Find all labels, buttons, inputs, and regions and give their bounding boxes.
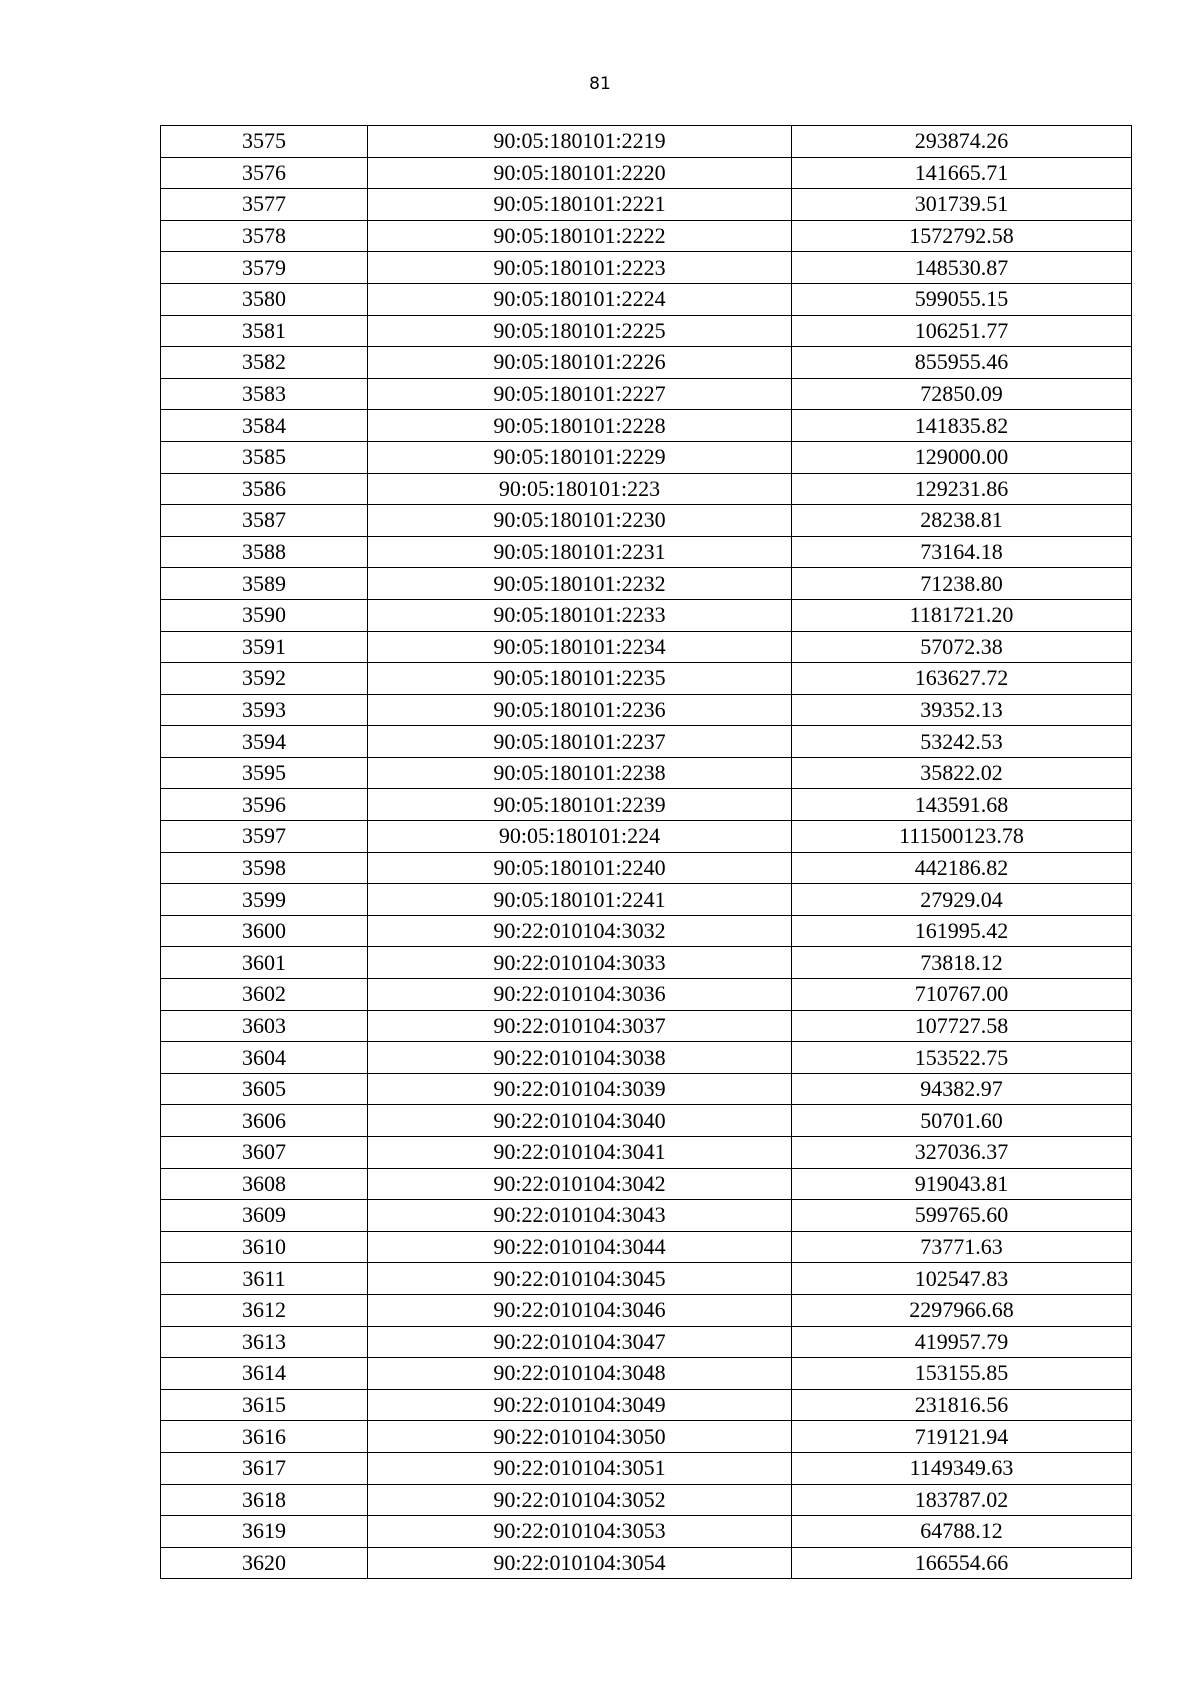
cadastral-number-cell: 90:22:010104:3044 bbox=[368, 1231, 792, 1263]
cadastral-value-cell: 73164.18 bbox=[792, 536, 1132, 568]
cadastral-value-cell: 27929.04 bbox=[792, 884, 1132, 916]
cadastral-number-cell: 90:05:180101:2233 bbox=[368, 599, 792, 631]
cadastral-value-cell: 293874.26 bbox=[792, 126, 1132, 158]
table-row bbox=[161, 1137, 1132, 1169]
cadastral-number-cell: 90:05:180101:2237 bbox=[368, 726, 792, 758]
table-row bbox=[161, 1389, 1132, 1421]
cadastral-number-cell: 90:22:010104:3032 bbox=[368, 915, 792, 947]
table-row bbox=[161, 599, 1132, 631]
row-number-cell: 3616 bbox=[161, 1421, 368, 1453]
cadastral-number-cell: 90:05:180101:2236 bbox=[368, 694, 792, 726]
cadastral-value-cell: 1181721.20 bbox=[792, 599, 1132, 631]
cadastral-value-cell: 143591.68 bbox=[792, 789, 1132, 821]
cadastral-value-cell: 301739.51 bbox=[792, 189, 1132, 221]
row-number-cell: 3596 bbox=[161, 789, 368, 821]
row-number-cell: 3613 bbox=[161, 1326, 368, 1358]
cadastral-number-cell: 90:05:180101:2227 bbox=[368, 378, 792, 410]
table-row bbox=[161, 157, 1132, 189]
row-number-cell: 3592 bbox=[161, 663, 368, 695]
table-row bbox=[161, 1231, 1132, 1263]
cadastral-number-cell: 90:22:010104:3041 bbox=[368, 1137, 792, 1169]
cadastral-number-cell: 90:05:180101:2230 bbox=[368, 505, 792, 537]
cadastral-number-cell: 90:22:010104:3053 bbox=[368, 1516, 792, 1548]
row-number-cell: 3599 bbox=[161, 884, 368, 916]
cadastral-value-cell: 72850.09 bbox=[792, 378, 1132, 410]
table-row bbox=[161, 1042, 1132, 1074]
cadastral-number-cell: 90:22:010104:3054 bbox=[368, 1547, 792, 1579]
table-row bbox=[161, 789, 1132, 821]
cadastral-value-cell: 153155.85 bbox=[792, 1358, 1132, 1390]
table-row bbox=[161, 315, 1132, 347]
cadastral-number-cell: 90:05:180101:2224 bbox=[368, 283, 792, 315]
cadastral-number-cell: 90:22:010104:3039 bbox=[368, 1073, 792, 1105]
cadastral-value-cell: 327036.37 bbox=[792, 1137, 1132, 1169]
row-number-cell: 3608 bbox=[161, 1168, 368, 1200]
row-number-cell: 3582 bbox=[161, 347, 368, 379]
table-row bbox=[161, 726, 1132, 758]
cadastral-value-cell: 106251.77 bbox=[792, 315, 1132, 347]
table-row bbox=[161, 947, 1132, 979]
row-number-cell: 3580 bbox=[161, 283, 368, 315]
cadastral-number-cell: 90:05:180101:2220 bbox=[368, 157, 792, 189]
cadastral-value-cell: 39352.13 bbox=[792, 694, 1132, 726]
cadastral-value-cell: 35822.02 bbox=[792, 757, 1132, 789]
cadastral-number-cell: 90:22:010104:3042 bbox=[368, 1168, 792, 1200]
table-row bbox=[161, 1294, 1132, 1326]
cadastral-value-cell: 28238.81 bbox=[792, 505, 1132, 537]
cadastral-value-cell: 442186.82 bbox=[792, 852, 1132, 884]
cadastral-value-cell: 94382.97 bbox=[792, 1073, 1132, 1105]
table-row bbox=[161, 1516, 1132, 1548]
table-row bbox=[161, 473, 1132, 505]
row-number-cell: 3588 bbox=[161, 536, 368, 568]
row-number-cell: 3612 bbox=[161, 1294, 368, 1326]
table-row bbox=[161, 884, 1132, 916]
cadastral-number-cell: 90:22:010104:3050 bbox=[368, 1421, 792, 1453]
cadastral-value-cell: 64788.12 bbox=[792, 1516, 1132, 1548]
table-row bbox=[161, 694, 1132, 726]
table-row bbox=[161, 189, 1132, 221]
cadastral-number-cell: 90:22:010104:3040 bbox=[368, 1105, 792, 1137]
cadastral-number-cell: 90:22:010104:3048 bbox=[368, 1358, 792, 1390]
cadastral-value-cell: 1149349.63 bbox=[792, 1452, 1132, 1484]
cadastral-number-cell: 90:05:180101:2226 bbox=[368, 347, 792, 379]
cadastral-value-cell: 855955.46 bbox=[792, 347, 1132, 379]
cadastral-number-cell: 90:05:180101:2239 bbox=[368, 789, 792, 821]
cadastral-number-cell: 90:05:180101:2222 bbox=[368, 220, 792, 252]
cadastral-number-cell: 90:22:010104:3043 bbox=[368, 1200, 792, 1232]
row-number-cell: 3587 bbox=[161, 505, 368, 537]
cadastral-number-cell: 90:22:010104:3051 bbox=[368, 1452, 792, 1484]
table-row bbox=[161, 757, 1132, 789]
cadastral-value-cell: 231816.56 bbox=[792, 1389, 1132, 1421]
row-number-cell: 3609 bbox=[161, 1200, 368, 1232]
cadastral-number-cell: 90:22:010104:3047 bbox=[368, 1326, 792, 1358]
cadastral-value-cell: 599055.15 bbox=[792, 283, 1132, 315]
cadastral-value-cell: 129000.00 bbox=[792, 441, 1132, 473]
table-row bbox=[161, 441, 1132, 473]
cadastral-value-table bbox=[160, 125, 1132, 1579]
table-row bbox=[161, 1010, 1132, 1042]
table-row bbox=[161, 979, 1132, 1011]
table-row bbox=[161, 1326, 1132, 1358]
cadastral-value-cell: 73818.12 bbox=[792, 947, 1132, 979]
row-number-cell: 3611 bbox=[161, 1263, 368, 1295]
cadastral-value-cell: 50701.60 bbox=[792, 1105, 1132, 1137]
row-number-cell: 3593 bbox=[161, 694, 368, 726]
row-number-cell: 3578 bbox=[161, 220, 368, 252]
row-number-cell: 3585 bbox=[161, 441, 368, 473]
row-number-cell: 3601 bbox=[161, 947, 368, 979]
cadastral-value-cell: 163627.72 bbox=[792, 663, 1132, 695]
cadastral-value-cell: 919043.81 bbox=[792, 1168, 1132, 1200]
cadastral-value-cell: 141665.71 bbox=[792, 157, 1132, 189]
row-number-cell: 3576 bbox=[161, 157, 368, 189]
row-number-cell: 3602 bbox=[161, 979, 368, 1011]
table-row bbox=[161, 915, 1132, 947]
table-row bbox=[161, 220, 1132, 252]
cadastral-value-cell: 183787.02 bbox=[792, 1484, 1132, 1516]
table-row bbox=[161, 852, 1132, 884]
table-row bbox=[161, 1421, 1132, 1453]
cadastral-value-cell: 2297966.68 bbox=[792, 1294, 1132, 1326]
cadastral-number-cell: 90:05:180101:2221 bbox=[368, 189, 792, 221]
cadastral-number-cell: 90:05:180101:2219 bbox=[368, 126, 792, 158]
table-row bbox=[161, 1200, 1132, 1232]
cadastral-number-cell: 90:22:010104:3045 bbox=[368, 1263, 792, 1295]
cadastral-number-cell: 90:05:180101:2229 bbox=[368, 441, 792, 473]
table-row bbox=[161, 410, 1132, 442]
row-number-cell: 3590 bbox=[161, 599, 368, 631]
cadastral-number-cell: 90:05:180101:2223 bbox=[368, 252, 792, 284]
table-row bbox=[161, 347, 1132, 379]
cadastral-value-cell: 419957.79 bbox=[792, 1326, 1132, 1358]
table-row bbox=[161, 631, 1132, 663]
row-number-cell: 3589 bbox=[161, 568, 368, 600]
table-row bbox=[161, 568, 1132, 600]
row-number-cell: 3605 bbox=[161, 1073, 368, 1105]
cadastral-value-cell: 153522.75 bbox=[792, 1042, 1132, 1074]
table-row bbox=[161, 536, 1132, 568]
cadastral-number-cell: 90:05:180101:2228 bbox=[368, 410, 792, 442]
table-body bbox=[161, 126, 1132, 1579]
row-number-cell: 3619 bbox=[161, 1516, 368, 1548]
cadastral-number-cell: 90:05:180101:224 bbox=[368, 821, 792, 853]
table-row bbox=[161, 1073, 1132, 1105]
row-number-cell: 3595 bbox=[161, 757, 368, 789]
table-row bbox=[161, 1358, 1132, 1390]
cadastral-number-cell: 90:22:010104:3049 bbox=[368, 1389, 792, 1421]
row-number-cell: 3603 bbox=[161, 1010, 368, 1042]
cadastral-number-cell: 90:05:180101:2231 bbox=[368, 536, 792, 568]
cadastral-value-cell: 53242.53 bbox=[792, 726, 1132, 758]
row-number-cell: 3618 bbox=[161, 1484, 368, 1516]
table-row bbox=[161, 1168, 1132, 1200]
row-number-cell: 3597 bbox=[161, 821, 368, 853]
cadastral-number-cell: 90:05:180101:2241 bbox=[368, 884, 792, 916]
table-row bbox=[161, 1484, 1132, 1516]
table-row bbox=[161, 821, 1132, 853]
table-row bbox=[161, 1263, 1132, 1295]
row-number-cell: 3620 bbox=[161, 1547, 368, 1579]
row-number-cell: 3607 bbox=[161, 1137, 368, 1169]
cadastral-number-cell: 90:22:010104:3046 bbox=[368, 1294, 792, 1326]
cadastral-number-cell: 90:22:010104:3038 bbox=[368, 1042, 792, 1074]
table-row bbox=[161, 378, 1132, 410]
cadastral-value-cell: 710767.00 bbox=[792, 979, 1132, 1011]
row-number-cell: 3584 bbox=[161, 410, 368, 442]
row-number-cell: 3583 bbox=[161, 378, 368, 410]
cadastral-value-cell: 599765.60 bbox=[792, 1200, 1132, 1232]
row-number-cell: 3617 bbox=[161, 1452, 368, 1484]
table-row bbox=[161, 1452, 1132, 1484]
cadastral-value-cell: 148530.87 bbox=[792, 252, 1132, 284]
cadastral-number-cell: 90:22:010104:3052 bbox=[368, 1484, 792, 1516]
cadastral-value-cell: 1572792.58 bbox=[792, 220, 1132, 252]
cadastral-value-cell: 719121.94 bbox=[792, 1421, 1132, 1453]
cadastral-value-cell: 71238.80 bbox=[792, 568, 1132, 600]
cadastral-value-cell: 166554.66 bbox=[792, 1547, 1132, 1579]
cadastral-value-cell: 57072.38 bbox=[792, 631, 1132, 663]
cadastral-value-cell: 111500123.78 bbox=[792, 821, 1132, 853]
cadastral-value-cell: 107727.58 bbox=[792, 1010, 1132, 1042]
cadastral-value-cell: 73771.63 bbox=[792, 1231, 1132, 1263]
row-number-cell: 3594 bbox=[161, 726, 368, 758]
row-number-cell: 3610 bbox=[161, 1231, 368, 1263]
cadastral-number-cell: 90:05:180101:2235 bbox=[368, 663, 792, 695]
table-row bbox=[161, 1105, 1132, 1137]
row-number-cell: 3598 bbox=[161, 852, 368, 884]
cadastral-number-cell: 90:05:180101:2240 bbox=[368, 852, 792, 884]
cadastral-value-cell: 161995.42 bbox=[792, 915, 1132, 947]
cadastral-number-cell: 90:22:010104:3036 bbox=[368, 979, 792, 1011]
table-row bbox=[161, 663, 1132, 695]
table-row bbox=[161, 1547, 1132, 1579]
row-number-cell: 3600 bbox=[161, 915, 368, 947]
table-row bbox=[161, 126, 1132, 158]
row-number-cell: 3591 bbox=[161, 631, 368, 663]
cadastral-number-cell: 90:05:180101:223 bbox=[368, 473, 792, 505]
cadastral-number-cell: 90:05:180101:2232 bbox=[368, 568, 792, 600]
table-row bbox=[161, 505, 1132, 537]
table-row bbox=[161, 283, 1132, 315]
row-number-cell: 3604 bbox=[161, 1042, 368, 1074]
row-number-cell: 3579 bbox=[161, 252, 368, 284]
cadastral-number-cell: 90:22:010104:3033 bbox=[368, 947, 792, 979]
cadastral-number-cell: 90:05:180101:2225 bbox=[368, 315, 792, 347]
page-number: 81 bbox=[589, 74, 611, 94]
row-number-cell: 3615 bbox=[161, 1389, 368, 1421]
row-number-cell: 3581 bbox=[161, 315, 368, 347]
row-number-cell: 3586 bbox=[161, 473, 368, 505]
row-number-cell: 3606 bbox=[161, 1105, 368, 1137]
cadastral-number-cell: 90:22:010104:3037 bbox=[368, 1010, 792, 1042]
cadastral-value-cell: 141835.82 bbox=[792, 410, 1132, 442]
row-number-cell: 3614 bbox=[161, 1358, 368, 1390]
table-row bbox=[161, 252, 1132, 284]
cadastral-value-cell: 102547.83 bbox=[792, 1263, 1132, 1295]
cadastral-number-cell: 90:05:180101:2234 bbox=[368, 631, 792, 663]
cadastral-value-cell: 129231.86 bbox=[792, 473, 1132, 505]
row-number-cell: 3577 bbox=[161, 189, 368, 221]
cadastral-number-cell: 90:05:180101:2238 bbox=[368, 757, 792, 789]
row-number-cell: 3575 bbox=[161, 126, 368, 158]
